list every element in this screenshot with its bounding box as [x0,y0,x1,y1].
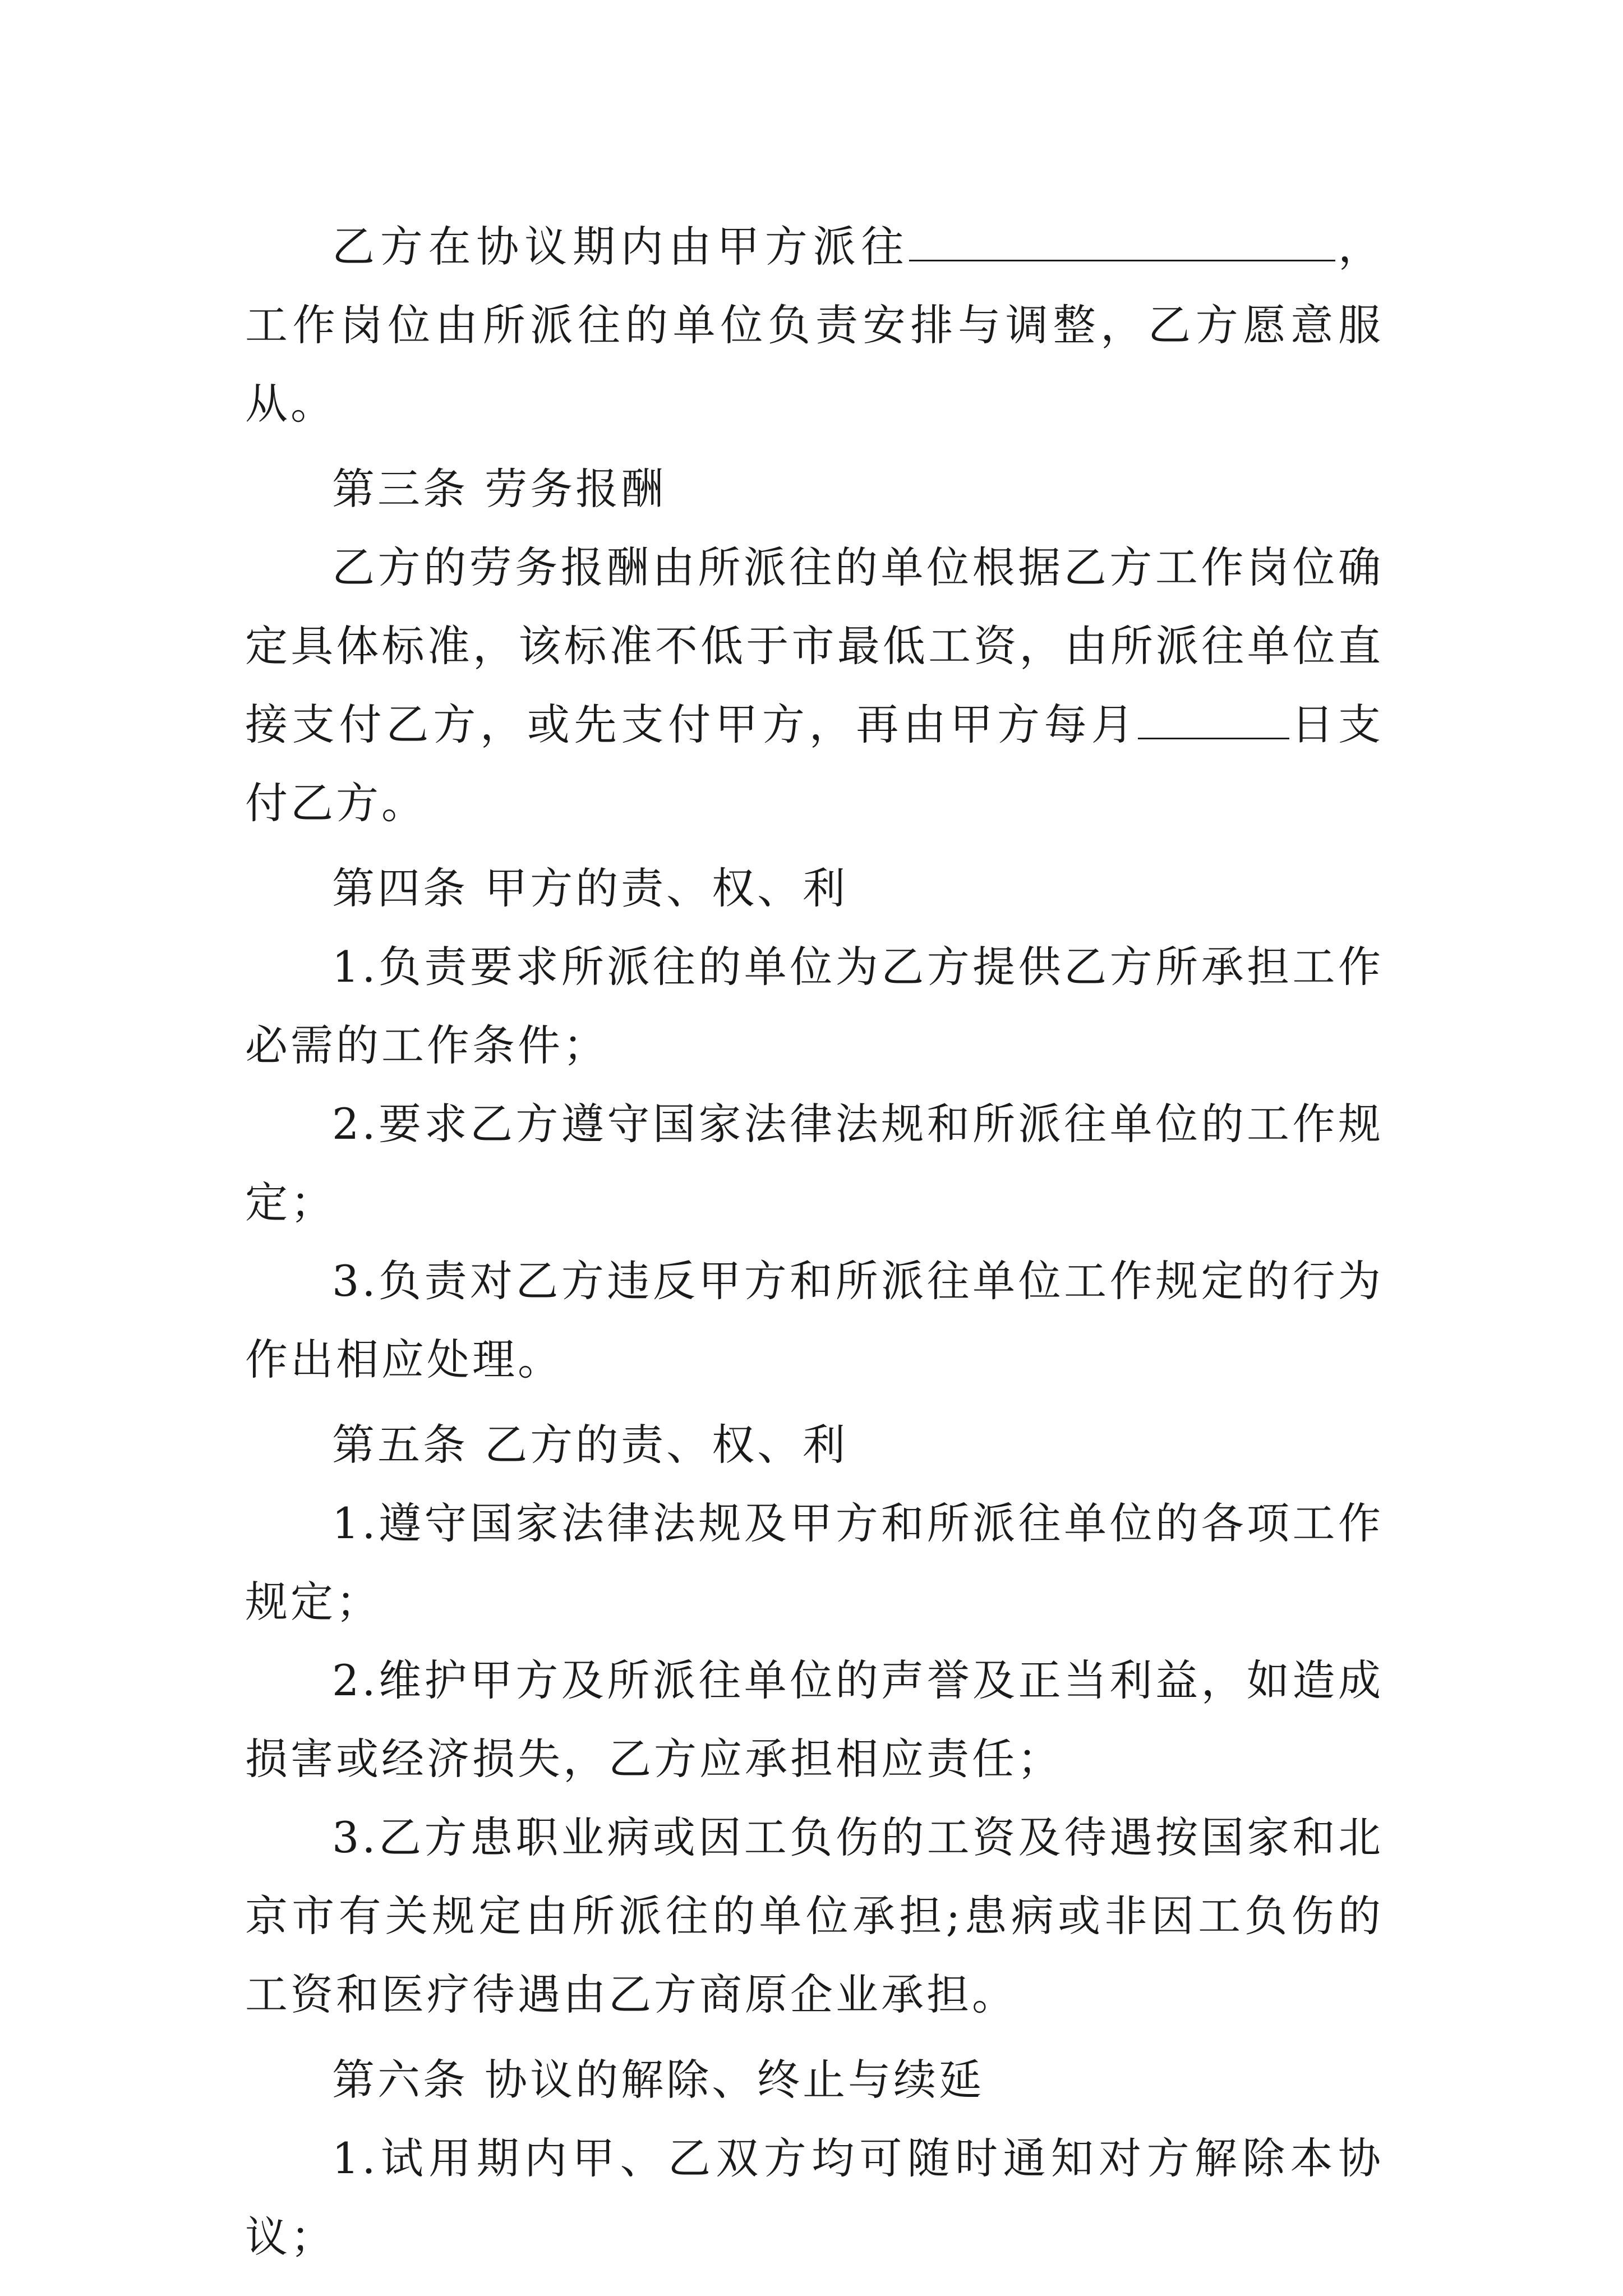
document-page [245,208,1384,2276]
paragraph-remuneration: 乙方的劳务报酬由所派往的单位根据乙方工作岗位确定具体标准，该标准不低于市最低工资，由所派往单位直接支付乙方，或先支付甲方，再由甲方每月 日支付乙方。 [245,542,1384,828]
blank-fill-line [909,226,1335,261]
article-4-item-3: 3.负责对乙方违反甲方和所派往单位工作规定的行为作出相应处理。 [245,1256,1384,1384]
article-3-heading: 第三条 劳务报酬 [332,464,667,514]
article-4-item-1: 1.负责要求所派往的单位为乙方提供乙方所承担工作必需的工作条件； [245,942,1384,1070]
article-5-item-2: 2.维护甲方及所派往单位的声誉及正当利益，如造成损害或经济损失，乙方应承担相应责任； [245,1655,1384,1784]
article-5-item-1: 1.遵守国家法律法规及甲方和所派往单位的各项工作规定； [245,1498,1384,1627]
article-4-item-2: 2.要求乙方遵守国家法律法规和所派往单位的工作规定； [245,1099,1384,1227]
paragraph-dispatch: 乙方在协议期内由甲方派往 ，工作岗位由所派往的单位负责安排与调整，乙方愿意服从。 [245,222,1384,429]
article-4-heading: 第四条 甲方的责、权、利 [332,863,849,913]
article-5-heading: 第五条 乙方的责、权、利 [332,1420,849,1470]
article-5-item-3: 3.乙方患职业病或因工负伤的工资及待遇按国家和北京市有关规定由所派往的单位承担;患病或非因工负伤的工资和医疗待遇由乙方商原企业承担。 [245,1812,1384,2019]
article-6-item-1: 1.试用期内甲、乙双方均可随时通知对方解除本协议； [245,2133,1384,2262]
blank-fill-line [1138,704,1289,739]
article-6-heading: 第六条 协议的解除、终止与续延 [332,2055,985,2105]
